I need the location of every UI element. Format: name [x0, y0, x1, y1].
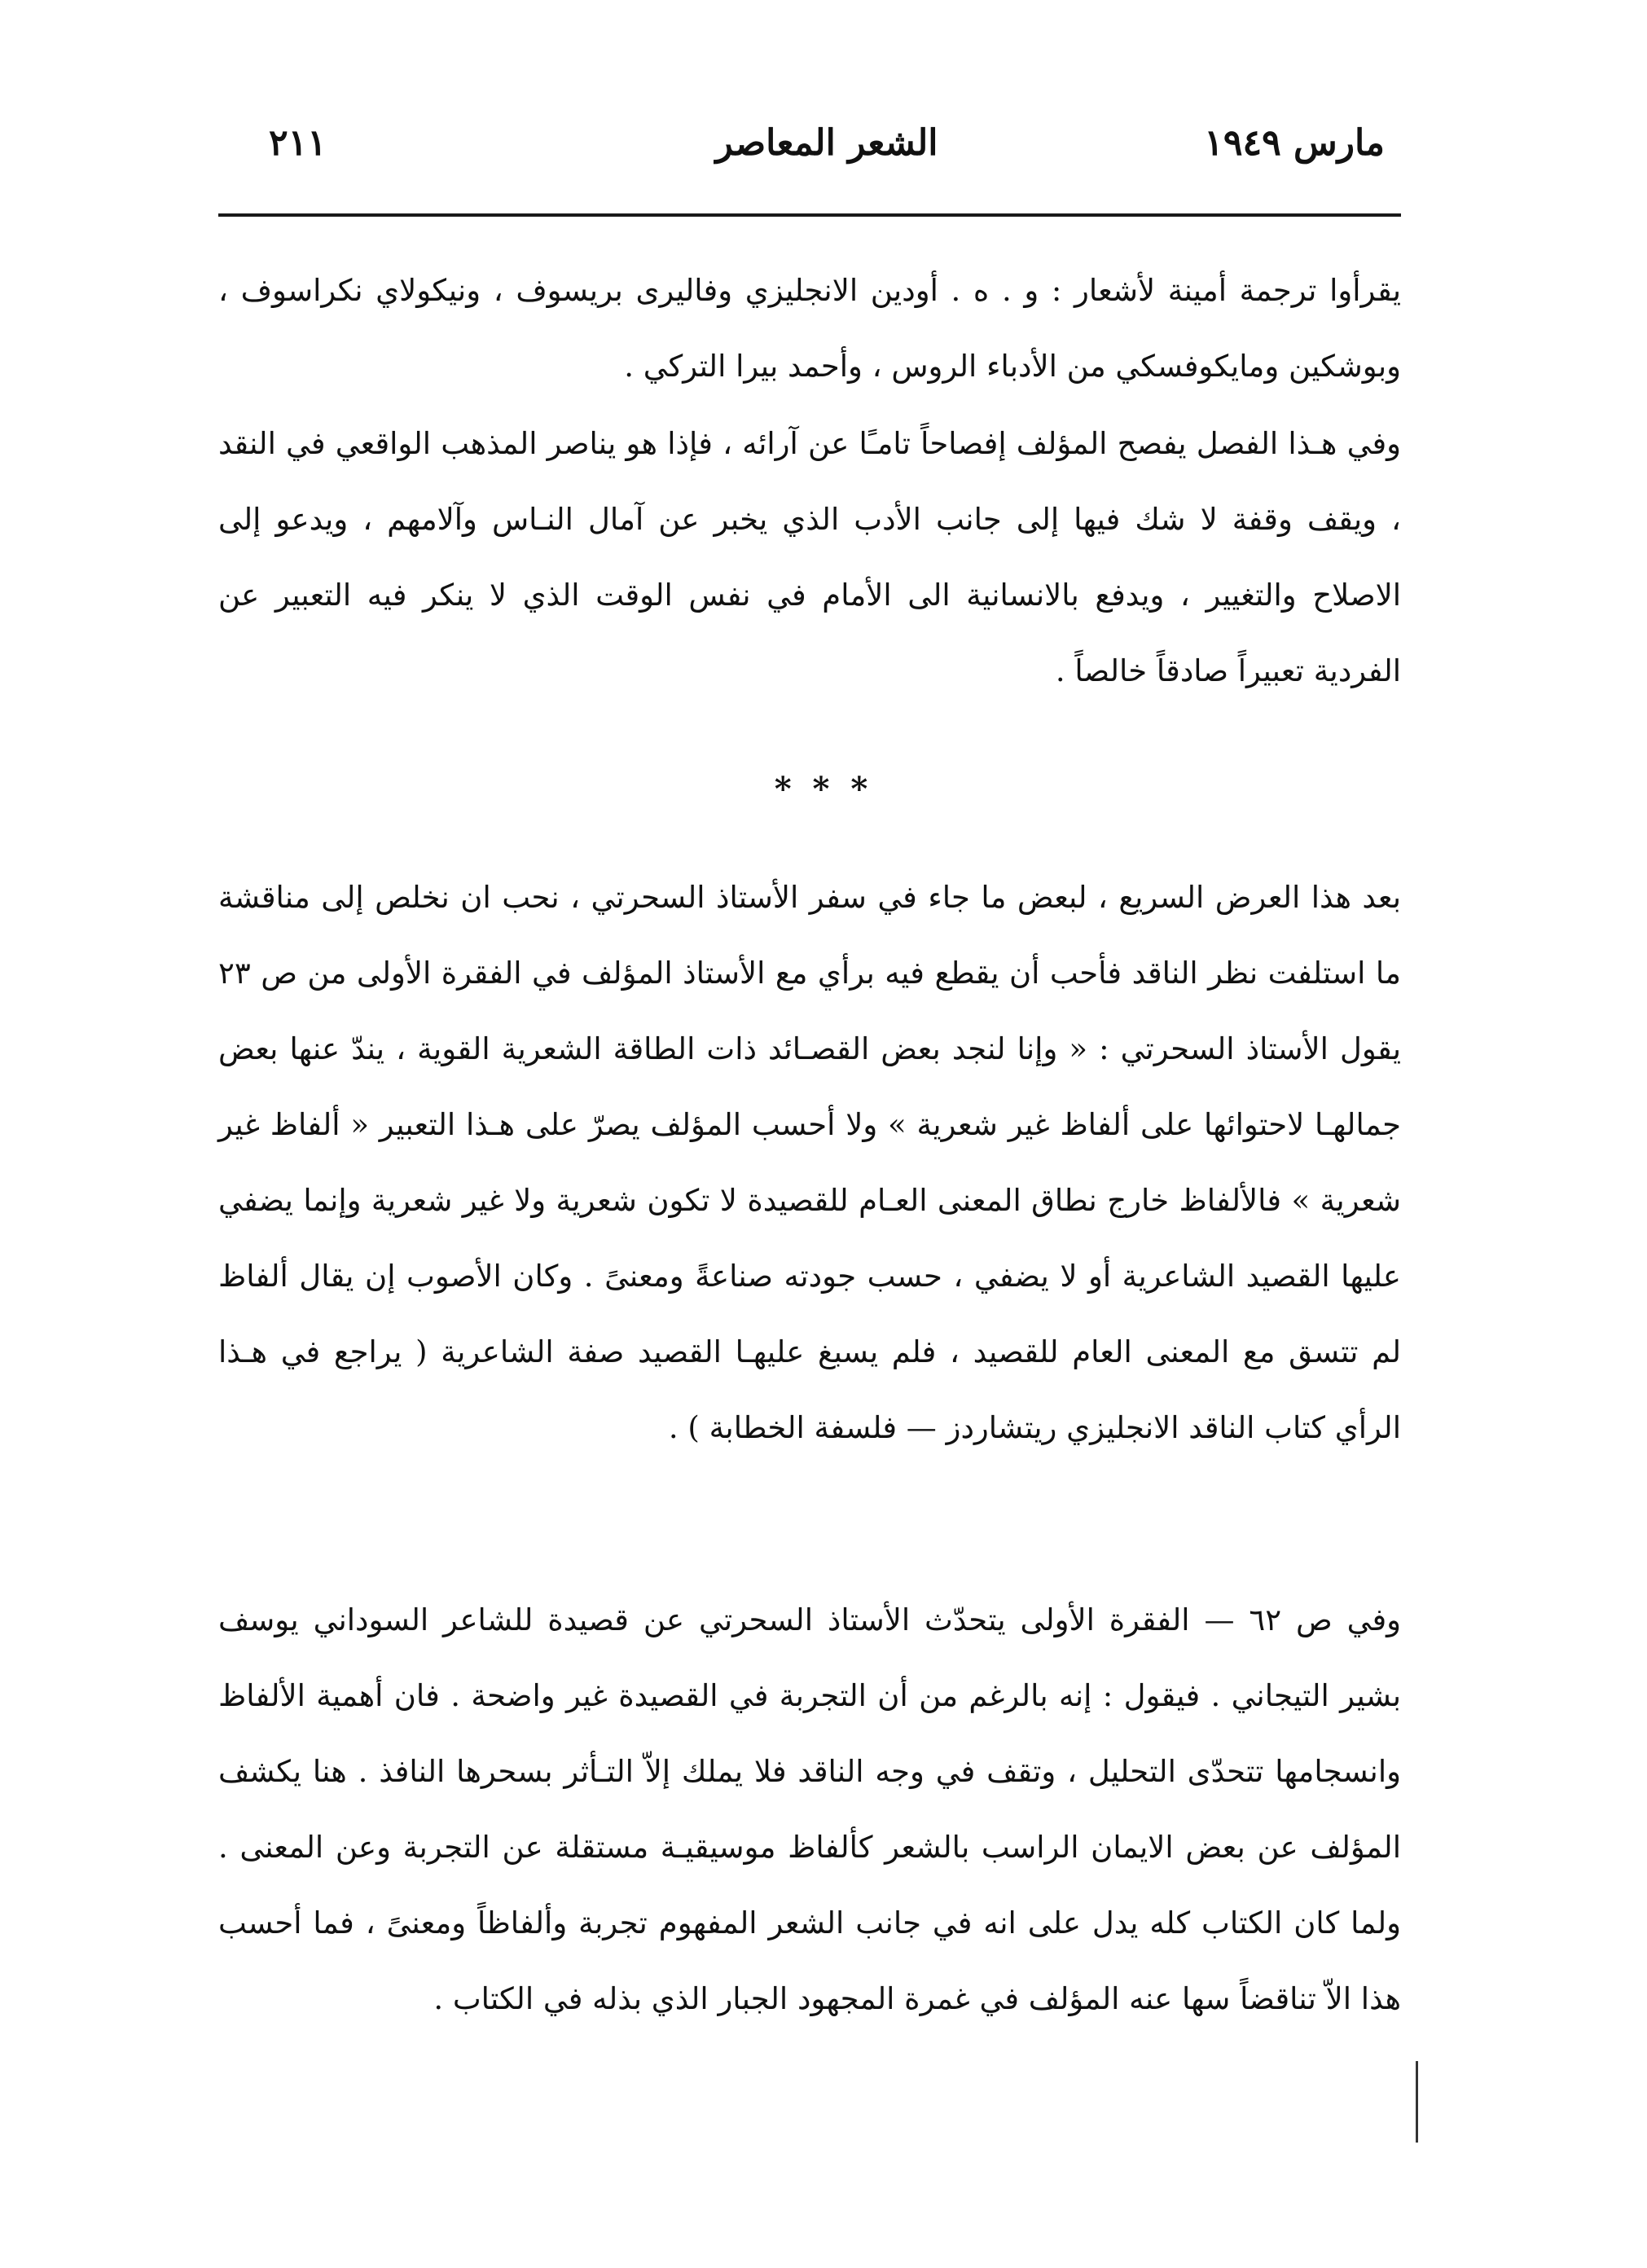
paragraph-tijani [218, 1582, 1401, 2037]
paragraph-realism [218, 406, 1401, 709]
header-rule [218, 213, 1401, 217]
section-separator: * * * [774, 770, 873, 808]
paragraph-text: وفي هـذا الفصل يفصح المؤلف إفصاحاً تامـًا عن آرائه ، فإذا هو يناصر المذهب الواقعي في النقد ، ويقف وقفة لا شك فيها إلى جانب الأدب الذي يخبر عن آمال النـاس وآلامهم ، ويدعو إلى الاصلاح والتغيير ، ويدفع بالانسانية الى الأمام في نفس الوقت الذي لا ينكر فيه التعبير عن الفردية تعبيراً صادقاً خالصاً . [218, 426, 1401, 688]
running-header [269, 122, 1385, 187]
page-number: ٢١١ [269, 122, 327, 164]
paragraph-translations [218, 253, 1401, 404]
journal-title: الشعر المعاصر [715, 122, 938, 164]
paragraph-discussion [218, 859, 1401, 1466]
issue-date: مارس ١٩٤٩ [1204, 122, 1385, 164]
paragraph-text: يقرأوا ترجمة أمينة لأشعار : و . ه . أودين الانجليزي وفاليرى بريسوف ، ونيكولاي نكراسوف ، وبوشكين ومايكوفسكي من الأدباء الروس ، وأحمد بيرا التركي . [218, 273, 1401, 384]
paragraph-text: وفي ص ٦٢ — الفقرة الأولى يتحدّث الأستاذ السحرتي عن قصيدة للشاعر السوداني يوسف بشير التيجاني . فيقول : إنه بالرغم من أن التجربة في القصيدة غير واضحة . فان أهمية الألفاظ وانسجامها تتحدّى التحليل ، وتقف في وجه الناقد فلا يملك إلاّ التـأثر بسحرها النافذ . هنا يكشف المؤلف عن بعض الايمان الراسب بالشعر كألفاظ موسيقيـة مستقلة عن التجربة وعن المعنى . ولما كان الكتاب كله يدل على انه في جانب الشعر المفهوم تجربة وألفاظاً ومعنىً ، فما أحسب هذا الاّ تناقضاً سها عنه المؤلف في غمرة المجهود الجبار الذي بذله في الكتاب . [218, 1602, 1402, 2016]
margin-mark [1416, 2061, 1418, 2143]
paragraph-text: بعد هذا العرض السريع ، لبعض ما جاء في سفر الأستاذ السحرتي ، نحب ان نخلص إلى مناقشة ما استلفت نظر الناقد فأحب أن يقطع فيه برأي مع الأستاذ المؤلف في الفقرة الأولى من ص ٢٣ يقول الأستاذ السحرتي : « وإنا لنجد بعض القصـائد ذات الطاقة الشعرية القوية ، يندّ عنها بعض جمالهـا لاحتوائها على ألفاظ غير شعرية » ولا أحسب المؤلف يصرّ على هـذا التعبير « ألفاظ غير شعرية » فالألفاظ خارج نطاق المعنى العـام للقصيدة لا تكون شعرية ولا غير شعرية وإنما يضفي عليها القصيد الشاعرية أو لا يضفي ، حسب جودته صناعةً ومعنىً . وكان الأصوب إن يقال ألفاظ لم تتسق مع المعنى العام للقصيد ، فلم يسبغ عليهـا القصيد صفة الشاعرية ( يراجع في هـذا الرأي كتاب الناقد الانجليزي ريتشاردز — فلسفة الخطابة ) . [218, 880, 1401, 1445]
